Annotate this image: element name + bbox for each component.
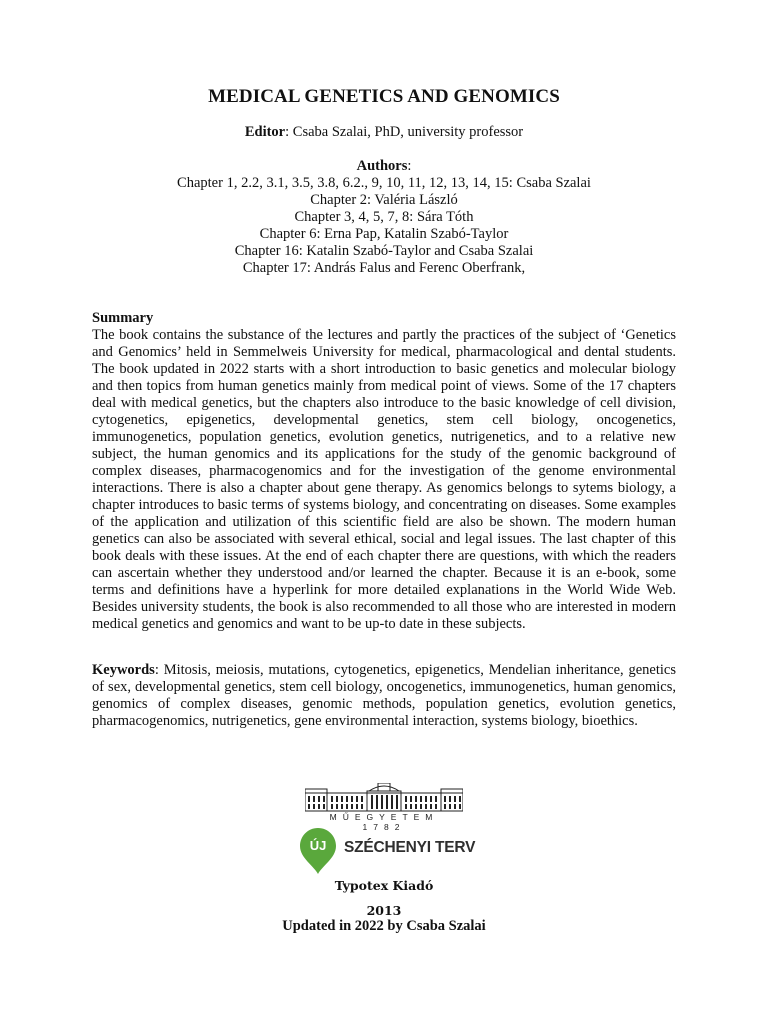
document-title: MEDICAL GENETICS AND GENOMICS	[208, 86, 560, 107]
summary-heading: Summary	[92, 310, 154, 326]
editor-value: : Csaba Szalai, PhD, university professor	[285, 124, 524, 140]
authors-heading	[0, 158, 768, 175]
publication-year: 2013	[366, 903, 402, 918]
editor-label: Editor	[244, 124, 286, 140]
keywords-paragraph	[92, 662, 676, 730]
keywords-text: : Mitosis, meiosis, mutations, cytogenetics, epigenetics, Mendelian inheritance, genetics of sex, developmental genetics, stem cell biology, oncogenetics, immunogenetics, human genomics, genomics of complex diseases, genomic methods, population genetics, evolution genetics, pharmacogenomics, nutrigenetics, gene environmental interaction, systems biology, bioethics.	[92, 662, 676, 729]
author-line: Chapter 2: Valéria László	[310, 192, 458, 208]
summary-paragraph: The book contains the substance of the lectures and partly the practices of the subject of ‘Genetics and Genomics’ held in Semmelweis University for medical, pharmacological and dental students. The book updated in 2022 starts with a short introduction to basic genetics and molecular biology and then topics from human genetics mainly from medical point of views. Some of the 17 chapters deal with medical genetics, but the chapters also introduce to the basic knowledge of cell division, cytogenetics, epigenetics, developmental genetics, stem cell biology, oncogenetics, immunogenetics, population genetics, evolution genetics, nutrigenetics, and to a relative new subject, the human genomics and its applications for the study of the genomic background of complex diseases, pharmacogenomics and for the investigation of the genome environmental interactions. There is also a chapter about gene therapy. As genomics belongs to sytems biology, a chapter introduces to basic terms of systems biology, and concentrating on diseases. Some examples of the application and utilization of this scientific field are also be shown. The modern human genetics can also be associated with several ethical, social and legal issues. The last chapter of this book deals with these issues. At the end of each chapter there are questions, with which the readers can ascertain whether they understood and/or learned the chapter. Because it is an e-book, some terms and definitions have a hyperlink for more detailed explanations in the World Wide Web. Besides university students, the book is also recommended to all those who are interested in modern medical genetics and genomics and want to be up-to date in these subjects.	[92, 327, 676, 632]
updated-note: Updated in 2022 by Csaba Szalai	[282, 918, 486, 934]
author-line: Chapter 1, 2.2, 3.1, 3.5, 3.8, 6.2., 9, 10, 11, 12, 13, 14, 15: Csaba Szalai	[177, 175, 591, 191]
program-name: SZÉCHENYI TERV	[344, 839, 476, 856]
author-line: Chapter 17: András Falus and Ferenc Oberfrank,	[242, 260, 526, 276]
author-line: Chapter 3, 4, 5, 7, 8: Sára Tóth	[294, 209, 474, 225]
authors-label: Authors	[356, 158, 408, 174]
keywords-label: Keywords	[92, 662, 155, 678]
editor-line	[0, 124, 768, 141]
authors-block	[0, 158, 768, 277]
author-line: Chapter 6: Erna Pap, Katalin Szabó-Taylor	[259, 226, 509, 242]
authors-colon: :	[407, 158, 412, 174]
author-line: Chapter 16: Katalin Szabó-Taylor and Csaba Szalai	[234, 243, 534, 259]
program-badge-text: ÚJ	[309, 838, 327, 853]
university-motto: MŰEGYETEM 1782	[329, 812, 439, 832]
publisher-name: Typotex Kiadó	[334, 878, 434, 893]
